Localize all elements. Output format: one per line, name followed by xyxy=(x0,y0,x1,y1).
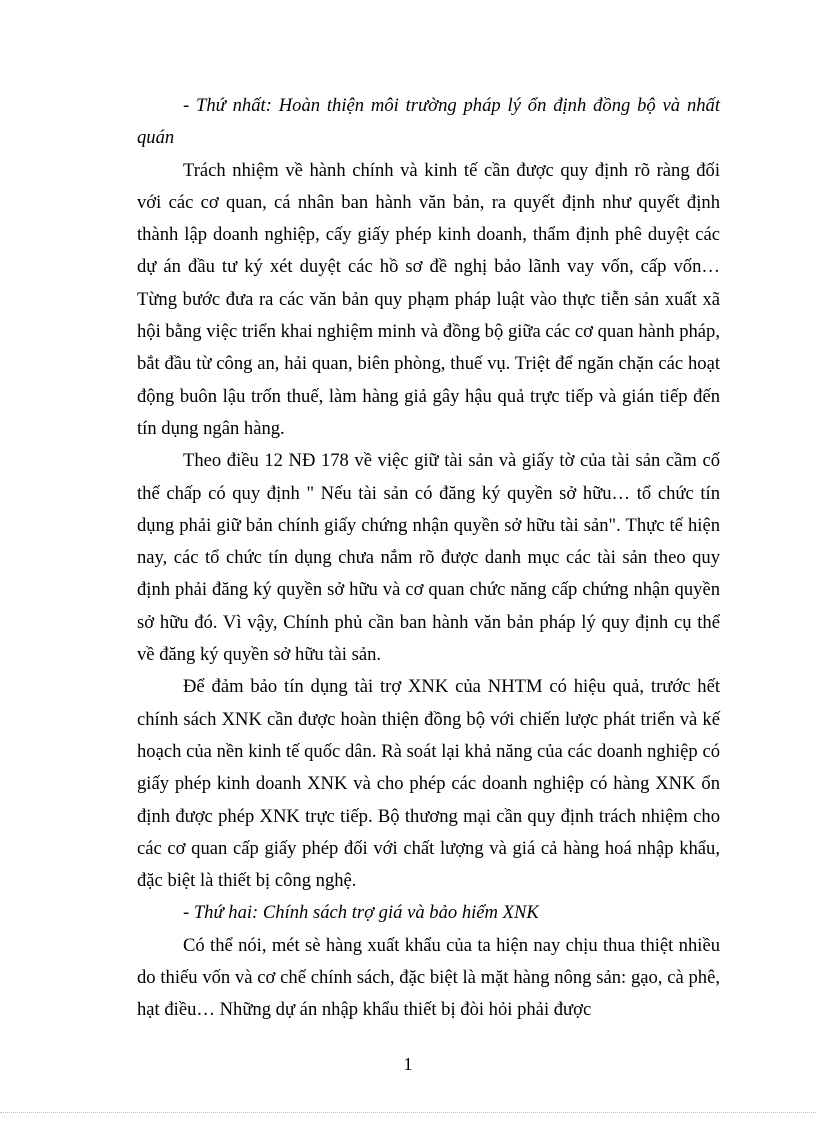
paragraph-decree-178: Theo điều 12 NĐ 178 về việc giữ tài sản và giấy tờ của tài sản cầm cố thế chấp có quy định " Nếu tài sản có đăng ký quyền sở hữu… tổ chức tín dụng phải giữ bản chính giấy chứng nhận quyền sở hữu tài sản". Thực tế hiện nay, các tổ chức tín dụng chưa nắm rõ được danh mục các tài sản theo quy định phải đăng ký quyền sở hữu và cơ quan chức năng cấp chứng nhận quyền sở hữu đó. Vì vậy, Chính phủ cần ban hành văn bản pháp lý quy định cụ thể về đăng ký quyền sở hữu tài sản. xyxy=(137,450,720,666)
paragraph-subsidy: Có thể nói, mét sè hàng xuất khẩu của ta hiện nay chịu thua thiệt nhiều do thiếu vốn và cơ chế chính sách, đặc biệt là mặt hàng nông sản: gạo, cà phê, hạt điều… Những dự án nhập khẩu thiết bị đòi hỏi phải được xyxy=(137,934,720,1021)
section-heading-second: - Thứ hai: Chính sách trợ giá và bảo hiểm XNK xyxy=(183,902,539,924)
section-heading-first: - Thứ nhất: Hoàn thiện môi trường pháp lý ổn định đồng bộ và nhất quán xyxy=(137,95,720,149)
paragraph-import-export-policy: Để đảm bảo tín dụng tài trợ XNK của NHTM có hiệu quả, trước hết chính sách XNK cần được hoàn thiện đồng bộ với chiến lược phát triển và kế hoạch của nền kinh tế quốc dân. Rà soát lại khả năng của các doanh nghiệp có giấy phép kinh doanh XNK và cho phép các doanh nghiệp có hàng XNK ổn định được phép XNK trực tiếp. Bộ thương mại cần quy định trách nhiệm cho các cơ quan cấp giấy phép đối với chất lượng và giá cả hàng hoá nhập khẩu, đặc biệt là thiết bị công nghệ. xyxy=(137,676,720,892)
page-number: 1 xyxy=(403,1054,413,1074)
paragraph-responsibility: Trách nhiệm về hành chính và kinh tế cần được quy định rõ ràng đối với các cơ quan, cá nhân ban hành văn bản, ra quyết định như quyết định thành lập doanh nghiệp, cấy giấy phép kinh doanh, thẩm định phê duyệt các dự án đầu tư ký xét duyệt các hồ sơ đề nghị bảo lãnh vay vốn, cấp vốn… Từng bước đưa ra các văn bản quy phạm pháp luật vào thực tiễn sản xuất xã hội bằng việc triển khai nghiệm minh và đồng bộ giữa các cơ quan hành pháp, bắt đầu từ công an, hải quan, biên phòng, thuế vụ. Triệt để ngăn chặn các hoạt động buôn lậu trốn thuế, làm hàng giả gây hậu quả trực tiếp và gián tiếp đến tín dụng ngân hàng. xyxy=(137,159,720,439)
page-body xyxy=(137,90,720,1027)
page-bottom-divider xyxy=(0,1112,816,1113)
